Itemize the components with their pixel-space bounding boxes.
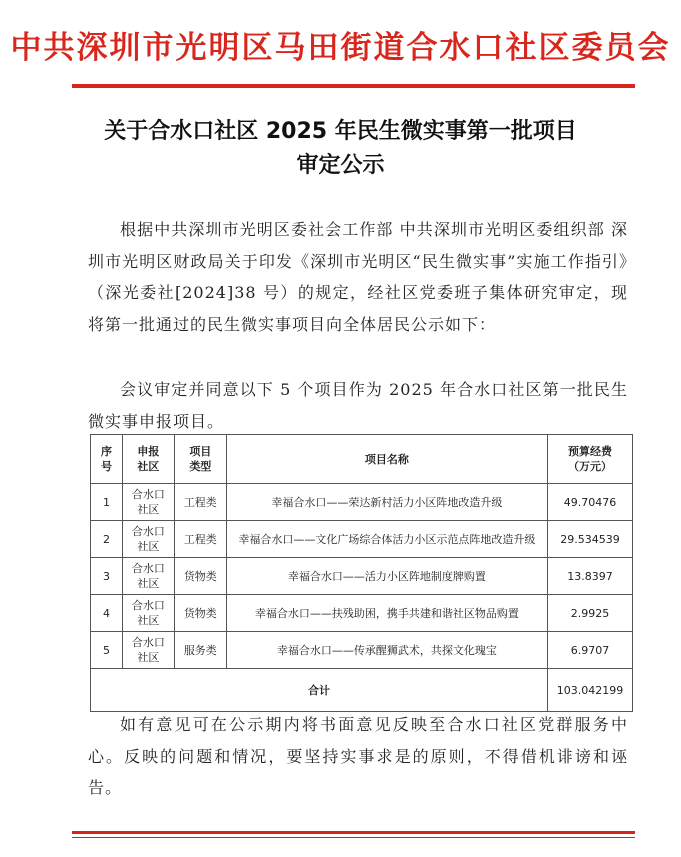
cell-area-line-1: 合水口 (131, 525, 165, 538)
table-row (91, 558, 633, 595)
table-total-row (91, 669, 633, 712)
cell-budget: 29.534539 (548, 521, 633, 558)
cell-type: 服务类 (174, 632, 226, 669)
cell-budget: 49.70476 (548, 484, 633, 521)
cell-area-line-1: 合水口 (131, 599, 165, 612)
header-no (91, 435, 123, 484)
cell-no: 1 (91, 484, 123, 521)
cell-area (122, 558, 174, 595)
cell-name: 幸福合水口——荣达新村活力小区阵地改造升级 (226, 484, 547, 521)
cell-area-line-2: 社区 (137, 577, 160, 590)
total-label: 合计 (91, 669, 548, 712)
cell-area-line-1: 合水口 (131, 636, 165, 649)
projects-table (90, 434, 633, 712)
cell-area-line-2: 社区 (137, 540, 160, 553)
cell-no: 5 (91, 632, 123, 669)
total-value: 103.042199 (548, 669, 633, 712)
cell-budget: 6.9707 (548, 632, 633, 669)
cell-no: 4 (91, 595, 123, 632)
cell-name: 幸福合水口——活力小区阵地制度牌购置 (226, 558, 547, 595)
cell-area-line-2: 社区 (137, 651, 160, 664)
cell-area (122, 521, 174, 558)
cell-no: 2 (91, 521, 123, 558)
header-area-line-1: 申报 (137, 445, 160, 458)
footer-red-rule-thin (72, 837, 635, 838)
document-title-line-1: 关于合水口社区 2025 年民生微实事第一批项目 (104, 119, 577, 144)
footer-red-rule-thick (72, 831, 635, 834)
header-type (174, 435, 226, 484)
table-row (91, 632, 633, 669)
document-title-line-2: 审定公示 (296, 153, 385, 178)
cell-name: 幸福合水口——传承醒狮武术，共探文化瑰宝 (226, 632, 547, 669)
table-row (91, 521, 633, 558)
cell-type: 工程类 (174, 484, 226, 521)
cell-name: 幸福合水口——文化广场综合体活力小区示范点阵地改造升级 (226, 521, 547, 558)
cell-name: 幸福合水口——扶残助困，携手共建和谐社区物品购置 (226, 595, 547, 632)
table-row (91, 595, 633, 632)
header-budget (548, 435, 633, 484)
intro-paragraph: 根据中共深圳市光明区委社会工作部 中共深圳市光明区委组织部 深圳市光明区财政局关于印发《深圳市光明区“民生微实事”实施工作指引》（深光委社[2024]38 号）的规定，经社区党委班子集体研究审定，现将第一批通过的民生微实事项目向全体居民公示如下： (88, 220, 628, 334)
header-type-line-2: 类型 (189, 460, 212, 473)
cell-type: 货物类 (174, 558, 226, 595)
cell-no: 3 (91, 558, 123, 595)
header-area (122, 435, 174, 484)
cell-budget: 13.8397 (548, 558, 633, 595)
cell-area (122, 632, 174, 669)
header-red-rule (72, 84, 635, 88)
cell-area-line-1: 合水口 (131, 562, 165, 575)
header-type-line-1: 项目 (189, 445, 212, 458)
closing-paragraph: 如有意见可在公示期内将书面意见反映至合水口社区党群服务中心。反映的问题和情况，要坚持实事求是的原则，不得借机诽谤和诬告。 (88, 715, 628, 797)
cell-area-line-2: 社区 (137, 614, 160, 627)
cell-area-line-1: 合水口 (131, 488, 165, 501)
decision-paragraph: 会议审定并同意以下 5 个项目作为 2025 年合水口社区第一批民生微实事申报项目。 (88, 380, 628, 431)
cell-budget: 2.9925 (548, 595, 633, 632)
header-name: 项目名称 (226, 435, 547, 484)
header-area-line-2: 社区 (137, 460, 160, 473)
table-header-row (91, 435, 633, 484)
header-budget-line-2: （万元） (568, 460, 612, 473)
cell-area (122, 484, 174, 521)
table-row (91, 484, 633, 521)
cell-type: 工程类 (174, 521, 226, 558)
issuing-organization-header: 中共深圳市光明区马田街道合水口社区委员会 (10, 30, 671, 66)
cell-type: 货物类 (174, 595, 226, 632)
cell-area (122, 595, 174, 632)
header-no-line-1: 序 (100, 445, 112, 458)
header-no-line-2: 号 (100, 460, 112, 473)
cell-area-line-2: 社区 (137, 503, 160, 516)
header-budget-line-1: 预算经费 (568, 445, 612, 458)
